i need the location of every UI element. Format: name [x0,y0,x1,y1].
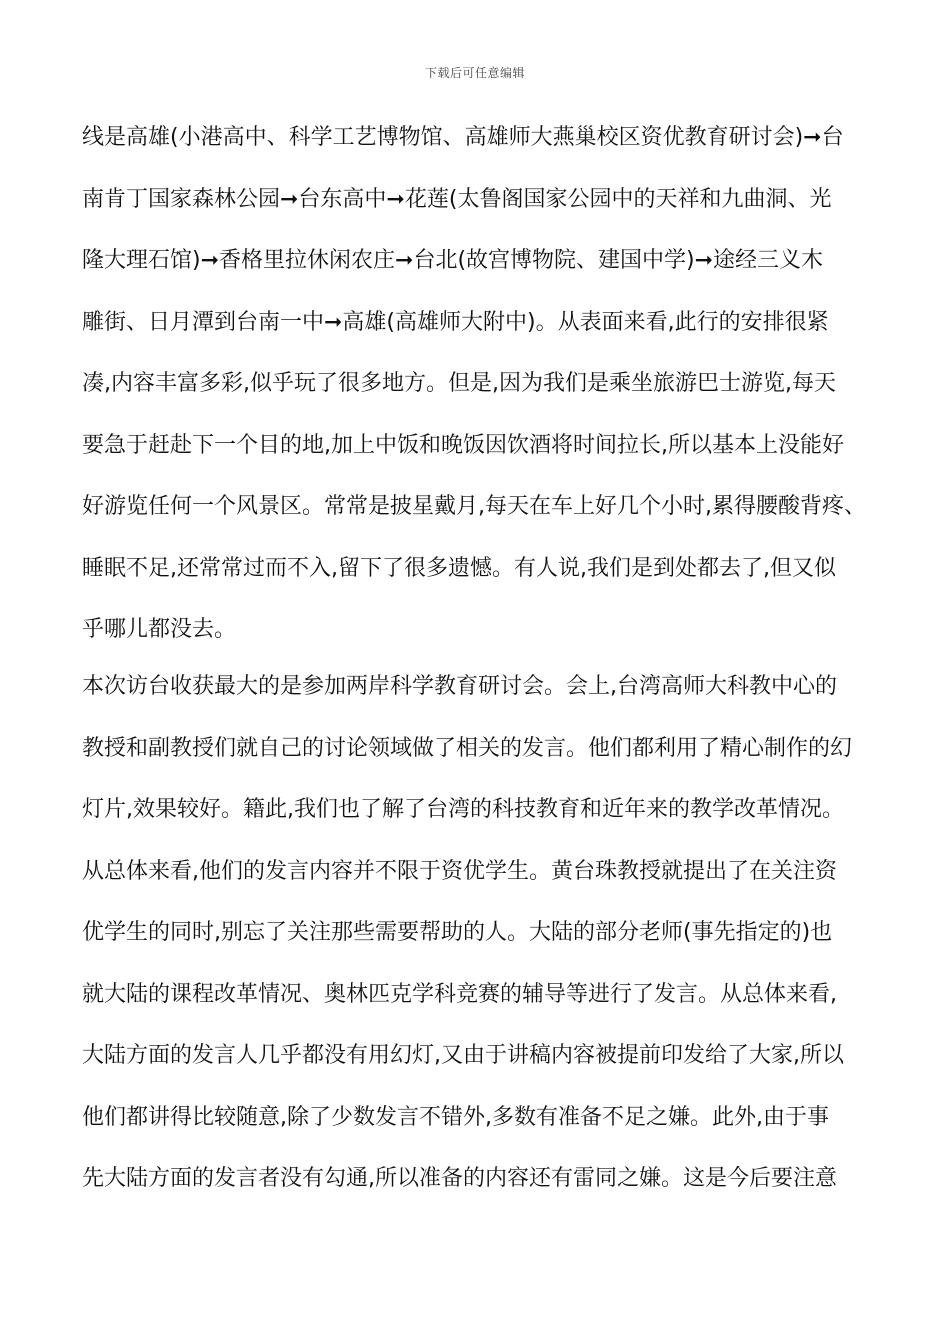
text-line: 好游览任何一个风景区。常常是披星戴月,每天在车上好几个小时,累得腰酸背疼、 [82,494,866,519]
text-line: 他们都讲得比较随意,除了少数发言不错外,多数有准备不足之嫌。此外,由于事 [82,1104,829,1130]
text-line: 从总体来看,他们的发言内容并不限于资优学生。黄台珠教授就提出了在关注资 [82,858,837,884]
text-line: 就大陆的课程改革情况、奥林匹克学科竞赛的辅导等进行了发言。从总体来看, [82,981,837,1007]
text-line: 南肯丁国家森林公园➞台东高中➞花莲(太鲁阁国家公园中的天祥和九曲洞、光 [82,186,832,212]
text-line: 大陆方面的发言人几乎都没有用幻灯,又由于讲稿内容被提前印发给了大家,所以 [82,1043,844,1068]
text-line: 乎哪儿都没去。 [82,617,237,642]
text-line: 教授和副教授们就自己的讨论领域做了相关的发言。他们都利用了精心制作的幻 [82,735,853,761]
text-line: 优学生的同时,别忘了关注那些需要帮助的人。大陆的部分老师(事先指定的)也 [82,920,833,945]
text-line: 先大陆方面的发言者没有勾通,所以准备的内容还有雷同之嫌。这是今后要注意 [82,1166,837,1191]
text-line: 雕街、日月潭到台南一中➞高雄(高雄师大附中)。从表面来看,此行的安排很紧 [82,309,829,335]
text-line: 凑,内容丰富多彩,似乎玩了很多地方。但是,因为我们是乘坐旅游巴士游览,每天 [82,371,836,396]
text-line: 线是高雄(小港高中、科学工艺博物馆、高雄师大燕巢校区资优教育研讨会)➞台 [82,125,844,150]
text-line: 灯片,效果较好。籍此,我们也了解了台湾的科技教育和近年来的教学改革情况。 [82,797,844,822]
text-line: 睡眠不足,还常常过而不入,留下了很多遗憾。有人说,我们是到处都去了,但又似 [82,555,836,581]
page-header: 下载后可任意编辑 [424,66,525,80]
text-line: 要急于赶赴下一个目的地,加上中饭和晚饭因饮酒将时间拉长,所以基本上没能好 [82,432,844,458]
text-line: 隆大理石馆)➞香格里拉休闲农庄➞台北(故宫博物院、建国中学)➞途经三义木 [82,248,824,273]
text-line: 本次访台收获最大的是参加两岸科学教育研讨会。会上,台湾高师大科教中心的 [82,674,837,699]
document-body [82,118,874,1221]
